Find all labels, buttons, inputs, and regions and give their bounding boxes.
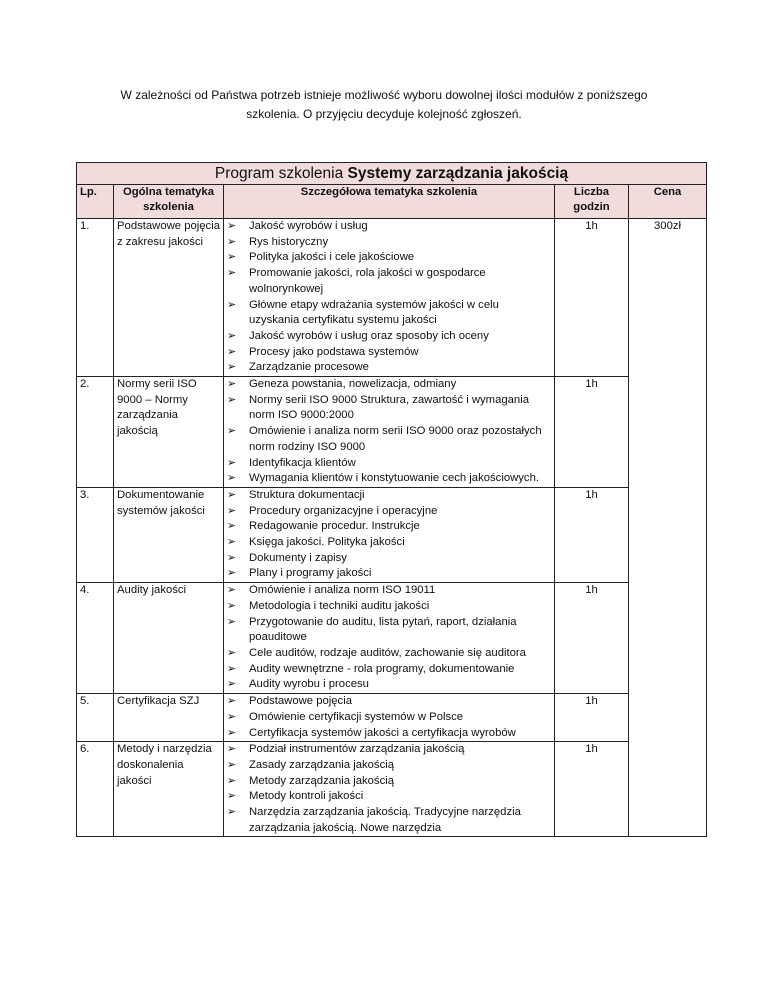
table-row [77, 694, 707, 742]
list-item [227, 710, 551, 726]
topic-text: Audity wewnętrzne - rola programy, dokumentowanie [249, 662, 515, 675]
intro-line-2: szkolenia. O przyjęciu decyduje kolejność zgłoszeń. [246, 107, 522, 121]
topic-text: Podział instrumentów zarządzania jakością [249, 743, 465, 756]
topic-text: Redagowanie procedur. Instrukcje [249, 520, 420, 533]
list-item [227, 677, 551, 693]
intro-line-1: W zależności od Państwa potrzeb istnieje możliwość wyboru dowolnej ilości modułów z poniższego [120, 88, 648, 102]
arrow-bullet-icon: ➢ [227, 615, 237, 628]
arrow-bullet-icon: ➢ [227, 298, 237, 311]
module-number: 1. [77, 219, 114, 377]
list-item [227, 488, 551, 504]
table-row [77, 377, 707, 488]
topic-list [227, 742, 551, 836]
list-item [227, 742, 551, 758]
topic-text: Geneza powstania, nowelizacja, odmiany [249, 378, 457, 391]
topic-text: Jakość wyrobów i usług oraz sposoby ich oceny [249, 329, 489, 342]
list-item [227, 566, 551, 582]
arrow-bullet-icon: ➢ [227, 235, 237, 248]
list-item [227, 235, 551, 251]
header-price: Cena [629, 185, 707, 219]
topic-text: Omówienie i analiza norm serii ISO 9000 oraz pozostałych norm rodziny ISO 9000 [249, 425, 542, 453]
topic-text: Dokumenty i zapisy [249, 551, 347, 564]
list-item [227, 456, 551, 472]
list-item [227, 726, 551, 742]
topic-list [227, 488, 551, 582]
arrow-bullet-icon: ➢ [227, 456, 237, 469]
list-item [227, 298, 551, 329]
module-topics-cell [224, 742, 555, 837]
list-item [227, 615, 551, 646]
arrow-bullet-icon: ➢ [227, 790, 237, 803]
intro-text [60, 86, 708, 124]
arrow-bullet-icon: ➢ [227, 267, 237, 280]
list-item [227, 774, 551, 790]
table-row [77, 742, 707, 837]
table-row [77, 219, 707, 377]
list-item [227, 345, 551, 361]
module-number: 6. [77, 742, 114, 837]
topic-text: Polityka jakości i cele jakościowe [249, 251, 415, 264]
module-number: 3. [77, 487, 114, 582]
topic-text: Jakość wyrobów i usług [249, 220, 368, 232]
topic-text: Audity wyrobu i procesu [249, 678, 369, 691]
list-item [227, 424, 551, 455]
arrow-bullet-icon: ➢ [227, 662, 237, 675]
table-title-bold: Systemy zarządzania jakością [347, 165, 569, 182]
list-item [227, 266, 551, 297]
arrow-bullet-icon: ➢ [227, 743, 237, 756]
table-title-prefix: Program szkolenia [214, 165, 344, 182]
header-detailed: Szczegółowa tematyka szkolenia [224, 185, 555, 219]
list-item [227, 583, 551, 599]
module-hours: 1h [555, 377, 629, 488]
arrow-bullet-icon: ➢ [227, 504, 237, 517]
list-item [227, 694, 551, 710]
topic-text: Omówienie certyfikacji systemów w Polsce [249, 710, 464, 723]
price-cell: 300zł [629, 219, 707, 837]
arrow-bullet-icon: ➢ [227, 584, 237, 597]
arrow-bullet-icon: ➢ [227, 551, 237, 564]
module-hours: 1h [555, 694, 629, 742]
arrow-bullet-icon: ➢ [227, 329, 237, 342]
header-lp: Lp. [77, 185, 114, 219]
topic-text: Procesy jako podstawa systemów [249, 345, 419, 358]
arrow-bullet-icon: ➢ [227, 726, 237, 739]
list-item [227, 219, 551, 235]
topic-list [227, 219, 551, 376]
list-item [227, 646, 551, 662]
topic-text: Cele auditów, rodzaje auditów, zachowanie się auditora [249, 646, 526, 659]
topic-text: Plany i programy jakości [249, 567, 372, 580]
list-item [227, 250, 551, 266]
module-general-topic: Audity jakości [114, 583, 224, 694]
module-general-topic: Certyfikacja SZJ [114, 694, 224, 742]
table-row [77, 487, 707, 582]
topic-text: Przygotowanie do auditu, lista pytań, raport, działania poauditowe [249, 615, 517, 644]
arrow-bullet-icon: ➢ [227, 774, 237, 787]
arrow-bullet-icon: ➢ [227, 220, 237, 232]
arrow-bullet-icon: ➢ [227, 710, 237, 723]
arrow-bullet-icon: ➢ [227, 425, 237, 438]
module-hours: 1h [555, 487, 629, 582]
arrow-bullet-icon: ➢ [227, 536, 237, 549]
topic-text: Normy serii ISO 9000 Struktura, zawartość i wymagania norm ISO 9000:2000 [249, 393, 530, 422]
arrow-bullet-icon: ➢ [227, 393, 237, 406]
arrow-bullet-icon: ➢ [227, 695, 237, 708]
module-hours: 1h [555, 742, 629, 837]
module-general-topic: Normy serii ISO 9000 – Normy zarządzania jakością [114, 377, 224, 488]
module-hours: 1h [555, 219, 629, 377]
topic-list [227, 694, 551, 741]
topic-text: Struktura dokumentacji [249, 488, 365, 501]
topic-text: Identyfikacja klientów [249, 456, 356, 469]
list-item [227, 662, 551, 678]
module-topics-cell [224, 583, 555, 694]
topic-text: Główne etapy wdrażania systemów jakości w celu uzyskania certyfikatu systemu jakości [249, 298, 499, 327]
list-item [227, 471, 551, 487]
arrow-bullet-icon: ➢ [227, 806, 237, 819]
list-item [227, 599, 551, 615]
list-item [227, 551, 551, 567]
list-item [227, 519, 551, 535]
table-header-row [77, 185, 707, 219]
module-general-topic: Metody i narzędzia doskonalenia jakości [114, 742, 224, 837]
list-item [227, 535, 551, 551]
module-topics-cell [224, 694, 555, 742]
topic-text: Narzędzia zarządzania jakością. Tradycyjne narzędzia zarządzania jakością. Nowe narzędzia [249, 806, 521, 834]
topic-text: Rys historyczny [249, 235, 329, 248]
list-item [227, 377, 551, 393]
arrow-bullet-icon: ➢ [227, 599, 237, 612]
arrow-bullet-icon: ➢ [227, 758, 237, 771]
module-general-topic: Dokumentowanie systemów jakości [114, 487, 224, 582]
topic-text: Księga jakości. Polityka jakości [249, 536, 405, 549]
arrow-bullet-icon: ➢ [227, 345, 237, 358]
topic-text: Promowanie jakości, rola jakości w gospodarce wolnorynkowej [249, 267, 486, 295]
module-number: 4. [77, 583, 114, 694]
topic-text: Wymagania klientów i konstytuowanie cech jakościowych. [249, 472, 539, 485]
arrow-bullet-icon: ➢ [227, 378, 237, 391]
topic-text: Podstawowe pojęcia [249, 695, 352, 708]
list-item [227, 805, 551, 836]
topic-text: Zarządzanie procesowe [249, 361, 369, 374]
table-row [77, 583, 707, 694]
table-title-row [77, 163, 707, 185]
topic-list [227, 377, 551, 487]
table-body [77, 219, 707, 837]
list-item [227, 329, 551, 345]
list-item [227, 504, 551, 520]
table-title [77, 163, 707, 185]
arrow-bullet-icon: ➢ [227, 520, 237, 533]
arrow-bullet-icon: ➢ [227, 251, 237, 264]
arrow-bullet-icon: ➢ [227, 361, 237, 374]
module-topics-cell [224, 487, 555, 582]
module-number: 5. [77, 694, 114, 742]
topic-text: Metody zarządzania jakością [249, 774, 395, 787]
topic-text: Certyfikacja systemów jakości a certyfikacja wyrobów [249, 726, 516, 739]
arrow-bullet-icon: ➢ [227, 567, 237, 580]
list-item [227, 789, 551, 805]
list-item [227, 393, 551, 424]
list-item [227, 758, 551, 774]
module-topics-cell [224, 377, 555, 488]
topic-text: Zasady zarządzania jakością [249, 758, 395, 771]
topic-list [227, 583, 551, 693]
topic-text: Metodologia i techniki auditu jakości [249, 599, 430, 612]
arrow-bullet-icon: ➢ [227, 488, 237, 501]
header-general: Ogólna tematyka szkolenia [114, 185, 224, 219]
arrow-bullet-icon: ➢ [227, 678, 237, 691]
module-number: 2. [77, 377, 114, 488]
header-hours: Liczba godzin [555, 185, 629, 219]
topic-text: Procedury organizacyjne i operacyjne [249, 504, 438, 517]
module-topics-cell [224, 219, 555, 377]
topic-text: Omówienie i analiza norm ISO 19011 [249, 584, 436, 597]
topic-text: Metody kontroli jakości [249, 790, 364, 803]
program-table [76, 162, 707, 837]
list-item [227, 360, 551, 376]
arrow-bullet-icon: ➢ [227, 646, 237, 659]
module-general-topic: Podstawowe pojęcia z zakresu jakości [114, 219, 224, 377]
arrow-bullet-icon: ➢ [227, 472, 237, 485]
module-hours: 1h [555, 583, 629, 694]
